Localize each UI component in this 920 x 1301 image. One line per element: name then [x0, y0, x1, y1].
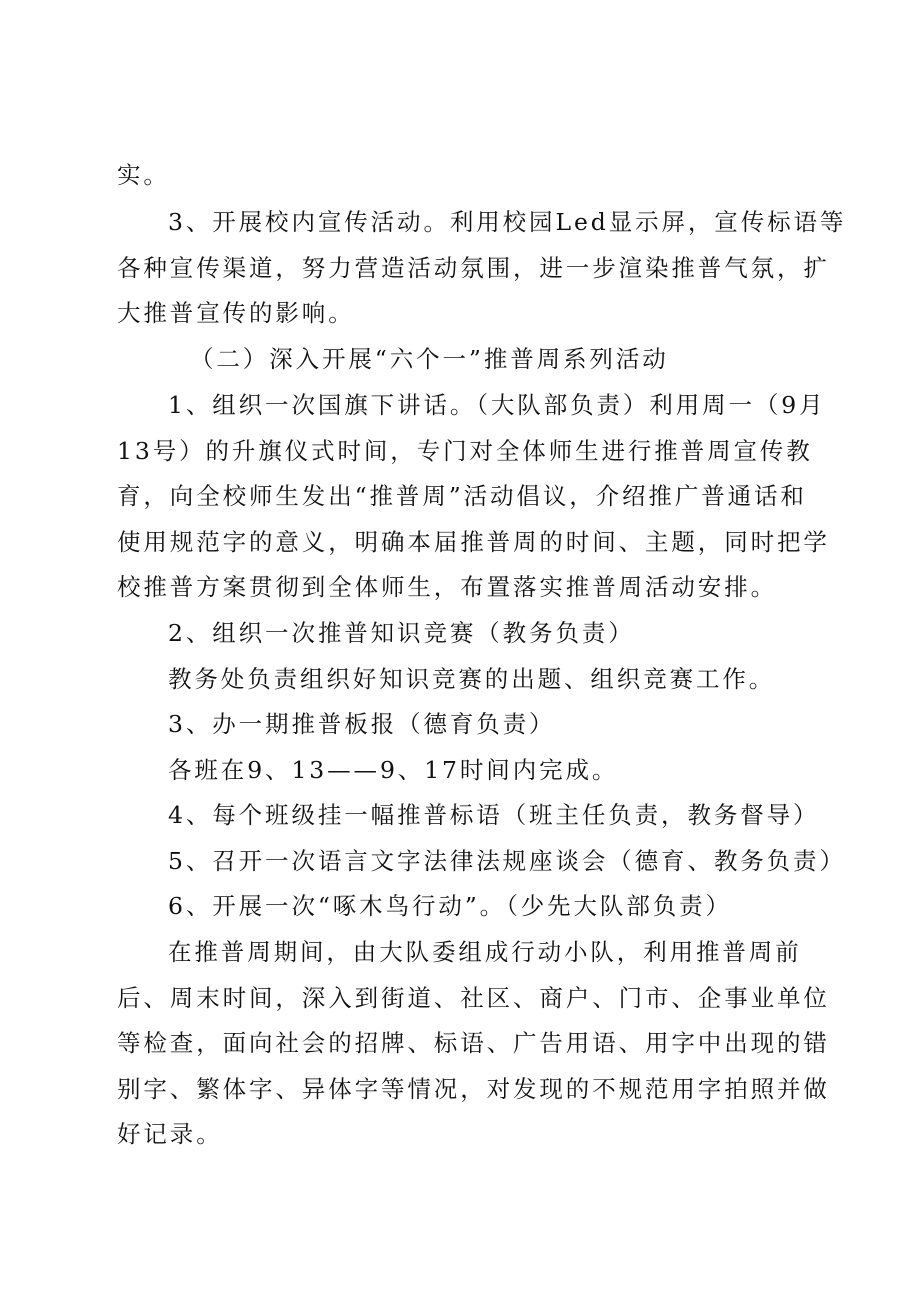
text-line: 后、周末时间，深入到街道、社区、商户、门市、企事业单位 — [117, 984, 830, 1012]
text-line: 教务处负责组织好知识竞赛的出题、组织竞赛工作。 — [168, 665, 776, 693]
text-line: 好记录。 — [117, 1120, 223, 1148]
text-line: 别字、繁体字、异体字等情况，对发现的不规范用字拍照并做 — [117, 1075, 830, 1103]
text-line: 各班在9、13——9、17时间内完成。 — [168, 756, 619, 784]
text-line: 校推普方案贯彻到全体师生，布置落实推普周活动安排。 — [117, 573, 777, 601]
text-line: 2、组织一次推普知识竞赛（教务负责） — [168, 619, 635, 647]
text-line: 大推普宣传的影响。 — [117, 299, 355, 327]
text-line: 各种宣传渠道，努力营造活动氛围，进一步渲染推普气氛，扩 — [117, 254, 830, 282]
text-line: 3、开展校内宣传活动。利用校园Led显示屏，宣传标语等 — [168, 208, 847, 236]
text-line: 1、组织一次国旗下讲话。（大队部负责）利用周一（9月 — [168, 391, 826, 419]
text-line: 实。 — [117, 161, 170, 189]
text-line: 使用规范字的意义，明确本届推普周的时间、主题，同时把学 — [117, 528, 830, 556]
text-line: 5、召开一次语言文字法律法规座谈会（德育、教务负责） — [168, 847, 846, 875]
text-line: 等检查，面向社会的招牌、标语、广告用语、用字中出现的错 — [117, 1029, 830, 1057]
text-line: 在推普周期间，由大队委组成行动小队，利用推普周前 — [168, 938, 802, 966]
text-line: 6、开展一次“啄木鸟行动”。（少先大队部负责） — [168, 892, 732, 920]
text-line: 4、每个班级挂一幅推普标语（班主任负责，教务督导） — [168, 801, 820, 829]
section-heading: （二）深入开展“六个一”推普周系列活动 — [190, 345, 669, 373]
text-line: 3、办一期推普板报（德育负责） — [168, 710, 556, 738]
text-line: 育，向全校师生发出“推普周”活动倡议，介绍推广普通话和 — [117, 482, 807, 510]
text-line: 13号）的升旗仪式时间，专门对全体师生进行推普周宣传教 — [117, 437, 813, 465]
